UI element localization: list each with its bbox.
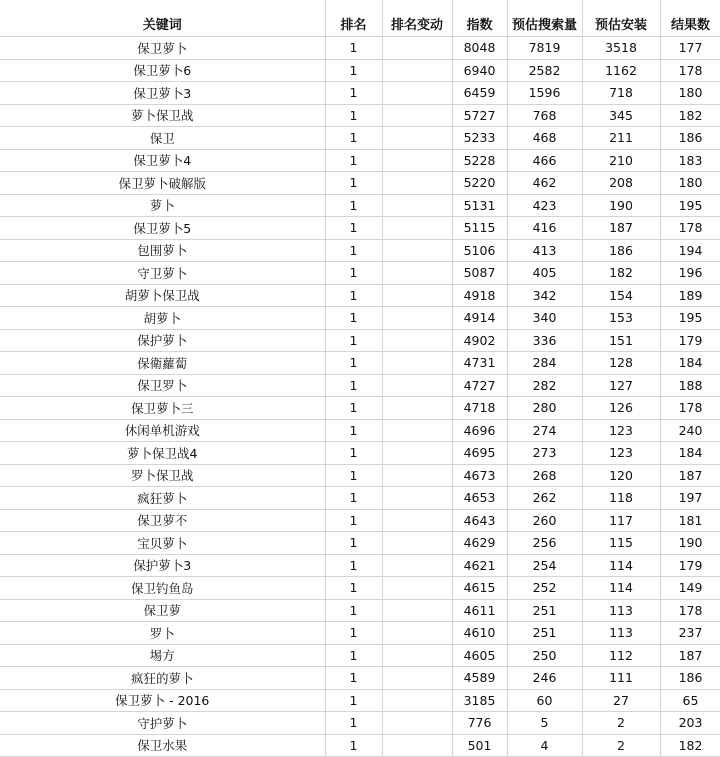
cell-keyword[interactable]: 保卫水果 — [0, 734, 325, 757]
cell-keyword[interactable]: 保卫罗卜 — [0, 374, 325, 397]
cell-est-search[interactable]: 254 — [507, 554, 582, 577]
cell-rank[interactable]: 1 — [325, 239, 382, 262]
table-row — [0, 104, 720, 127]
cell-est-install[interactable]: 718 — [582, 82, 660, 105]
cell-est-install[interactable]: 114 — [582, 554, 660, 577]
cell-keyword[interactable]: 罗卜保卫战 — [0, 464, 325, 487]
cell-results[interactable]: 177 — [660, 37, 720, 60]
cell-keyword[interactable]: 保卫萝卜5 — [0, 217, 325, 240]
cell-results[interactable]: 195 — [660, 194, 720, 217]
table-row — [0, 172, 720, 195]
cell-index[interactable]: 4629 — [452, 532, 507, 555]
header-index[interactable]: 指数 — [452, 0, 507, 37]
cell-est-install[interactable]: 113 — [582, 599, 660, 622]
header-est-search[interactable]: 预估搜索量 — [507, 0, 582, 37]
cell-results[interactable]: 186 — [660, 667, 720, 690]
cell-index[interactable]: 4918 — [452, 284, 507, 307]
cell-keyword[interactable]: 保卫萝卜 — [0, 37, 325, 60]
cell-results[interactable]: 178 — [660, 397, 720, 420]
cell-rank[interactable]: 1 — [325, 127, 382, 150]
cell-index[interactable]: 5233 — [452, 127, 507, 150]
cell-est-install[interactable]: 153 — [582, 307, 660, 330]
cell-keyword[interactable]: 休闲单机游戏 — [0, 419, 325, 442]
cell-rank[interactable]: 1 — [325, 104, 382, 127]
cell-keyword[interactable]: 保卫钓鱼岛 — [0, 577, 325, 600]
cell-est-install[interactable]: 2 — [582, 712, 660, 735]
cell-est-install[interactable]: 151 — [582, 329, 660, 352]
cell-est-install[interactable]: 115 — [582, 532, 660, 555]
cell-est-install[interactable]: 123 — [582, 442, 660, 465]
cell-index[interactable]: 5115 — [452, 217, 507, 240]
cell-results[interactable]: 188 — [660, 374, 720, 397]
cell-results[interactable]: 240 — [660, 419, 720, 442]
cell-rank-change[interactable] — [382, 329, 452, 352]
cell-results[interactable]: 195 — [660, 307, 720, 330]
cell-est-install[interactable]: 126 — [582, 397, 660, 420]
cell-index[interactable]: 4696 — [452, 419, 507, 442]
cell-est-search[interactable]: 5 — [507, 712, 582, 735]
cell-est-search[interactable]: 262 — [507, 487, 582, 510]
cell-est-search[interactable]: 268 — [507, 464, 582, 487]
cell-est-search[interactable]: 1596 — [507, 82, 582, 105]
cell-keyword[interactable]: 保卫萝 — [0, 599, 325, 622]
cell-rank[interactable]: 1 — [325, 644, 382, 667]
cell-est-search[interactable]: 250 — [507, 644, 582, 667]
cell-keyword[interactable]: 保卫萝卜3 — [0, 82, 325, 105]
cell-est-search[interactable]: 416 — [507, 217, 582, 240]
cell-est-search[interactable]: 251 — [507, 622, 582, 645]
cell-results[interactable]: 183 — [660, 149, 720, 172]
cell-results[interactable]: 196 — [660, 262, 720, 285]
cell-index[interactable]: 4643 — [452, 509, 507, 532]
table-row — [0, 307, 720, 330]
cell-est-search[interactable]: 405 — [507, 262, 582, 285]
table-row — [0, 329, 720, 352]
cell-rank-change[interactable] — [382, 689, 452, 712]
cell-index[interactable]: 4621 — [452, 554, 507, 577]
cell-est-install[interactable]: 27 — [582, 689, 660, 712]
cell-est-install[interactable]: 187 — [582, 217, 660, 240]
cell-results[interactable]: 178 — [660, 599, 720, 622]
cell-keyword[interactable]: 萝卜保卫战 — [0, 104, 325, 127]
cell-keyword[interactable]: 保护萝卜 — [0, 329, 325, 352]
cell-est-search[interactable]: 284 — [507, 352, 582, 375]
cell-rank-change[interactable] — [382, 262, 452, 285]
header-keyword[interactable]: 关键词 — [0, 0, 325, 37]
cell-index[interactable]: 501 — [452, 734, 507, 757]
cell-results[interactable]: 65 — [660, 689, 720, 712]
cell-results[interactable]: 182 — [660, 104, 720, 127]
cell-results[interactable]: 179 — [660, 329, 720, 352]
cell-est-search[interactable]: 2582 — [507, 59, 582, 82]
cell-index[interactable]: 4731 — [452, 352, 507, 375]
cell-index[interactable]: 5228 — [452, 149, 507, 172]
cell-rank[interactable]: 1 — [325, 397, 382, 420]
cell-rank[interactable]: 1 — [325, 442, 382, 465]
cell-rank-change[interactable] — [382, 149, 452, 172]
cell-index[interactable]: 4727 — [452, 374, 507, 397]
cell-index[interactable]: 4914 — [452, 307, 507, 330]
cell-index[interactable]: 4610 — [452, 622, 507, 645]
table-row — [0, 194, 720, 217]
cell-keyword[interactable]: 守护萝卜 — [0, 712, 325, 735]
cell-est-search[interactable]: 4 — [507, 734, 582, 757]
cell-keyword[interactable]: 保卫萝卜破解版 — [0, 172, 325, 195]
cell-est-search[interactable]: 60 — [507, 689, 582, 712]
cell-est-search[interactable]: 466 — [507, 149, 582, 172]
cell-rank[interactable]: 1 — [325, 374, 382, 397]
cell-est-install[interactable]: 190 — [582, 194, 660, 217]
cell-index[interactable]: 5106 — [452, 239, 507, 262]
cell-est-install[interactable]: 117 — [582, 509, 660, 532]
cell-est-search[interactable]: 768 — [507, 104, 582, 127]
cell-est-search[interactable]: 7819 — [507, 37, 582, 60]
cell-rank[interactable]: 1 — [325, 577, 382, 600]
cell-rank[interactable]: 1 — [325, 599, 382, 622]
cell-rank-change[interactable] — [382, 577, 452, 600]
cell-keyword[interactable]: 保卫萝卜4 — [0, 149, 325, 172]
cell-est-search[interactable]: 251 — [507, 599, 582, 622]
table-row — [0, 487, 720, 510]
table-row — [0, 149, 720, 172]
cell-index[interactable]: 776 — [452, 712, 507, 735]
table-row — [0, 577, 720, 600]
cell-keyword[interactable]: 埸方 — [0, 644, 325, 667]
cell-est-install[interactable]: 211 — [582, 127, 660, 150]
cell-rank[interactable]: 1 — [325, 82, 382, 105]
cell-keyword[interactable]: 胡萝卜保卫战 — [0, 284, 325, 307]
cell-est-search[interactable]: 274 — [507, 419, 582, 442]
cell-rank-change[interactable] — [382, 644, 452, 667]
cell-est-install[interactable]: 114 — [582, 577, 660, 600]
table-row — [0, 599, 720, 622]
cell-rank[interactable]: 1 — [325, 419, 382, 442]
cell-est-install[interactable]: 118 — [582, 487, 660, 510]
cell-rank[interactable]: 1 — [325, 464, 382, 487]
cell-est-search[interactable]: 340 — [507, 307, 582, 330]
cell-index[interactable]: 4695 — [452, 442, 507, 465]
cell-est-install[interactable]: 345 — [582, 104, 660, 127]
cell-est-search[interactable]: 336 — [507, 329, 582, 352]
cell-index[interactable]: 4902 — [452, 329, 507, 352]
cell-rank-change[interactable] — [382, 442, 452, 465]
cell-rank[interactable]: 1 — [325, 59, 382, 82]
header-est-install[interactable]: 预估安装 — [582, 0, 660, 37]
header-rank[interactable]: 排名 — [325, 0, 382, 37]
cell-index[interactable]: 5727 — [452, 104, 507, 127]
cell-rank[interactable]: 1 — [325, 689, 382, 712]
cell-rank[interactable]: 1 — [325, 622, 382, 645]
cell-rank[interactable]: 1 — [325, 352, 382, 375]
cell-est-install[interactable]: 1162 — [582, 59, 660, 82]
cell-results[interactable]: 194 — [660, 239, 720, 262]
cell-rank-change[interactable] — [382, 667, 452, 690]
cell-rank-change[interactable] — [382, 307, 452, 330]
table-row — [0, 127, 720, 150]
cell-keyword[interactable]: 保衛蘿蔔 — [0, 352, 325, 375]
table-row — [0, 239, 720, 262]
table-row — [0, 397, 720, 420]
cell-rank-change[interactable] — [382, 734, 452, 757]
table-row — [0, 59, 720, 82]
cell-keyword[interactable]: 保卫萝卜 - 2016 — [0, 689, 325, 712]
cell-results[interactable]: 187 — [660, 644, 720, 667]
cell-rank[interactable]: 1 — [325, 329, 382, 352]
cell-est-install[interactable]: 111 — [582, 667, 660, 690]
cell-rank-change[interactable] — [382, 397, 452, 420]
cell-keyword[interactable]: 保护萝卜3 — [0, 554, 325, 577]
cell-est-search[interactable]: 280 — [507, 397, 582, 420]
cell-keyword[interactable]: 保卫 — [0, 127, 325, 150]
cell-rank[interactable]: 1 — [325, 712, 382, 735]
cell-rank-change[interactable] — [382, 59, 452, 82]
cell-est-install[interactable]: 113 — [582, 622, 660, 645]
cell-results[interactable]: 179 — [660, 554, 720, 577]
cell-est-install[interactable]: 3518 — [582, 37, 660, 60]
cell-results[interactable]: 180 — [660, 172, 720, 195]
cell-results[interactable]: 149 — [660, 577, 720, 600]
cell-est-install[interactable]: 120 — [582, 464, 660, 487]
cell-index[interactable]: 5087 — [452, 262, 507, 285]
cell-est-search[interactable]: 342 — [507, 284, 582, 307]
header-results[interactable]: 结果数 — [660, 0, 720, 37]
cell-rank-change[interactable] — [382, 554, 452, 577]
table-row — [0, 217, 720, 240]
cell-keyword[interactable]: 保卫萝卜三 — [0, 397, 325, 420]
cell-rank[interactable]: 1 — [325, 307, 382, 330]
cell-keyword[interactable]: 疯狂的萝卜 — [0, 667, 325, 690]
cell-index[interactable]: 4673 — [452, 464, 507, 487]
cell-rank[interactable]: 1 — [325, 37, 382, 60]
cell-rank[interactable]: 1 — [325, 509, 382, 532]
cell-results[interactable]: 181 — [660, 509, 720, 532]
cell-results[interactable]: 182 — [660, 734, 720, 757]
cell-results[interactable]: 184 — [660, 442, 720, 465]
cell-est-search[interactable]: 260 — [507, 509, 582, 532]
cell-est-install[interactable]: 182 — [582, 262, 660, 285]
cell-est-install[interactable]: 112 — [582, 644, 660, 667]
table-row — [0, 284, 720, 307]
cell-est-search[interactable]: 273 — [507, 442, 582, 465]
table-row — [0, 352, 720, 375]
cell-rank-change[interactable] — [382, 104, 452, 127]
table-row — [0, 464, 720, 487]
cell-est-search[interactable]: 246 — [507, 667, 582, 690]
cell-results[interactable]: 237 — [660, 622, 720, 645]
cell-rank[interactable]: 1 — [325, 734, 382, 757]
cell-rank-change[interactable] — [382, 217, 452, 240]
cell-est-install[interactable]: 186 — [582, 239, 660, 262]
cell-rank[interactable]: 1 — [325, 554, 382, 577]
cell-index[interactable]: 4611 — [452, 599, 507, 622]
cell-rank[interactable]: 1 — [325, 667, 382, 690]
table-row — [0, 374, 720, 397]
cell-est-install[interactable]: 128 — [582, 352, 660, 375]
cell-est-search[interactable]: 462 — [507, 172, 582, 195]
cell-est-install[interactable]: 210 — [582, 149, 660, 172]
cell-rank-change[interactable] — [382, 509, 452, 532]
cell-est-install[interactable]: 127 — [582, 374, 660, 397]
table-row — [0, 622, 720, 645]
cell-index[interactable]: 6940 — [452, 59, 507, 82]
cell-results[interactable]: 180 — [660, 82, 720, 105]
cell-results[interactable]: 190 — [660, 532, 720, 555]
cell-est-install[interactable]: 123 — [582, 419, 660, 442]
cell-keyword[interactable]: 保卫萝不 — [0, 509, 325, 532]
cell-rank-change[interactable] — [382, 419, 452, 442]
cell-est-search[interactable]: 282 — [507, 374, 582, 397]
cell-est-search[interactable]: 252 — [507, 577, 582, 600]
cell-rank-change[interactable] — [382, 352, 452, 375]
cell-rank[interactable]: 1 — [325, 194, 382, 217]
table-row — [0, 554, 720, 577]
cell-rank-change[interactable] — [382, 464, 452, 487]
cell-est-install[interactable]: 2 — [582, 734, 660, 757]
table-row — [0, 442, 720, 465]
cell-rank-change[interactable] — [382, 532, 452, 555]
table-row — [0, 262, 720, 285]
cell-rank-change[interactable] — [382, 284, 452, 307]
cell-results[interactable]: 186 — [660, 127, 720, 150]
cell-keyword[interactable]: 胡萝卜 — [0, 307, 325, 330]
cell-rank-change[interactable] — [382, 194, 452, 217]
cell-results[interactable]: 178 — [660, 217, 720, 240]
cell-index[interactable]: 4718 — [452, 397, 507, 420]
cell-rank-change[interactable] — [382, 37, 452, 60]
table-row — [0, 419, 720, 442]
cell-rank-change[interactable] — [382, 127, 452, 150]
cell-index[interactable]: 4653 — [452, 487, 507, 510]
table-row — [0, 689, 720, 712]
cell-keyword[interactable]: 萝卜 — [0, 194, 325, 217]
cell-keyword[interactable]: 罗卜 — [0, 622, 325, 645]
cell-keyword[interactable]: 萝卜保卫战4 — [0, 442, 325, 465]
cell-rank-change[interactable] — [382, 172, 452, 195]
cell-rank[interactable]: 1 — [325, 172, 382, 195]
cell-results[interactable]: 178 — [660, 59, 720, 82]
cell-rank-change[interactable] — [382, 239, 452, 262]
cell-est-search[interactable]: 423 — [507, 194, 582, 217]
cell-rank[interactable]: 1 — [325, 284, 382, 307]
cell-rank-change[interactable] — [382, 599, 452, 622]
cell-index[interactable]: 6459 — [452, 82, 507, 105]
cell-index[interactable]: 4589 — [452, 667, 507, 690]
cell-keyword[interactable]: 宝贝萝卜 — [0, 532, 325, 555]
cell-est-install[interactable]: 154 — [582, 284, 660, 307]
cell-index[interactable]: 8048 — [452, 37, 507, 60]
cell-keyword[interactable]: 守卫萝卜 — [0, 262, 325, 285]
cell-results[interactable]: 197 — [660, 487, 720, 510]
cell-rank-change[interactable] — [382, 374, 452, 397]
header-row — [0, 0, 720, 37]
cell-rank[interactable]: 1 — [325, 262, 382, 285]
cell-est-search[interactable]: 256 — [507, 532, 582, 555]
cell-keyword[interactable]: 疯狂萝卜 — [0, 487, 325, 510]
header-rank-change[interactable]: 排名变动 — [382, 0, 452, 37]
cell-est-search[interactable]: 468 — [507, 127, 582, 150]
table-row — [0, 82, 720, 105]
cell-rank-change[interactable] — [382, 487, 452, 510]
cell-index[interactable]: 4605 — [452, 644, 507, 667]
cell-rank[interactable]: 1 — [325, 217, 382, 240]
cell-index[interactable]: 5131 — [452, 194, 507, 217]
cell-results[interactable]: 203 — [660, 712, 720, 735]
cell-rank[interactable]: 1 — [325, 532, 382, 555]
cell-keyword[interactable]: 保卫萝卜6 — [0, 59, 325, 82]
cell-results[interactable]: 187 — [660, 464, 720, 487]
cell-index[interactable]: 4615 — [452, 577, 507, 600]
table-row — [0, 532, 720, 555]
cell-keyword[interactable]: 包围萝卜 — [0, 239, 325, 262]
table-row — [0, 509, 720, 532]
cell-index[interactable]: 3185 — [452, 689, 507, 712]
cell-results[interactable]: 184 — [660, 352, 720, 375]
table-row — [0, 734, 720, 757]
cell-rank[interactable]: 1 — [325, 149, 382, 172]
cell-est-search[interactable]: 413 — [507, 239, 582, 262]
table-row — [0, 667, 720, 690]
cell-index[interactable]: 5220 — [452, 172, 507, 195]
cell-est-install[interactable]: 208 — [582, 172, 660, 195]
table-row — [0, 37, 720, 60]
table-row — [0, 644, 720, 667]
cell-rank[interactable]: 1 — [325, 487, 382, 510]
cell-rank-change[interactable] — [382, 82, 452, 105]
cell-rank-change[interactable] — [382, 622, 452, 645]
cell-results[interactable]: 189 — [660, 284, 720, 307]
